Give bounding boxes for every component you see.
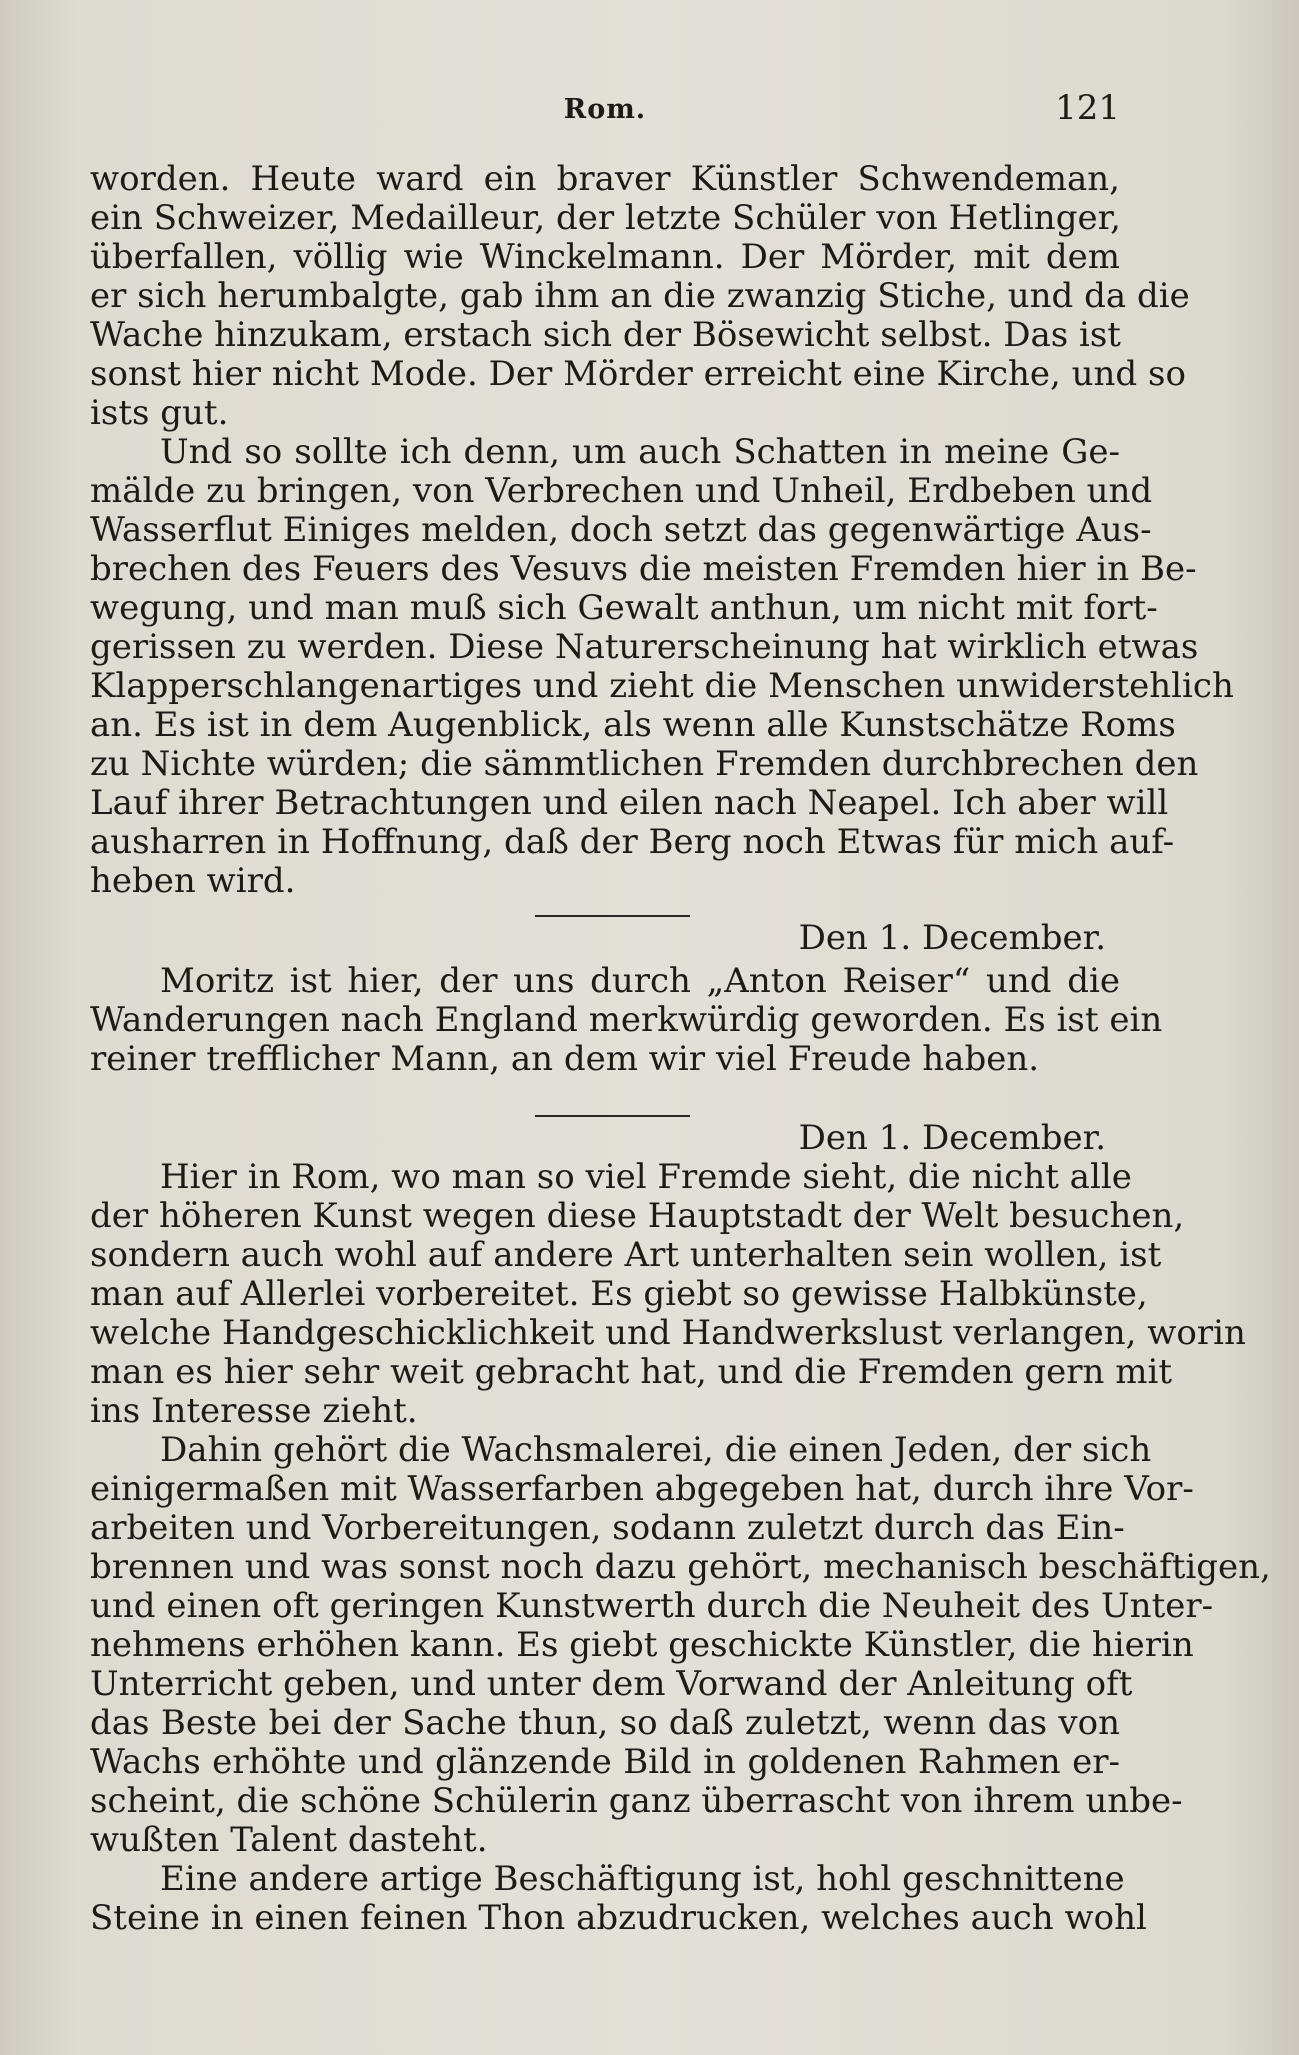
section-divider	[535, 915, 690, 917]
text-line: wegung, und man muß sich Gewalt anthun, um nicht mit fort-	[90, 588, 1158, 628]
text-line: nehmens erhöhen kann. Es giebt geschickte Künstler, die hierin	[90, 1625, 1194, 1665]
page-header	[90, 88, 1120, 138]
text-line: Dahin gehört die Wachsmalerei, die einen Jeden, der sich	[160, 1430, 1152, 1470]
page-number: 121	[1055, 88, 1120, 128]
text-line: das Beste bei der Sache thun, so daß zuletzt, wenn das von	[90, 1703, 1120, 1743]
text-line: man auf Allerlei vorbereitet. Es giebt so gewisse Halbkünste,	[90, 1274, 1148, 1314]
text-line: brennen und was sonst noch dazu gehört, mechanisch beschäftigen,	[90, 1547, 1271, 1587]
text-line: an. Es ist in dem Augenblick, als wenn alle Kunstschätze Roms	[90, 705, 1176, 745]
text-line: Wachs erhöhte und glänzende Bild in goldenen Rahmen er-	[90, 1742, 1120, 1782]
text-line: brechen des Feuers des Vesuvs die meisten Fremden hier in Be-	[90, 549, 1197, 589]
text-line: mälde zu bringen, von Verbrechen und Unheil, Erdbeben und	[90, 471, 1153, 511]
text-line: Eine andere artige Beschäftigung ist, hohl geschnittene	[160, 1859, 1125, 1899]
text-line: arbeiten und Vorbereitungen, sodann zuletzt durch das Ein-	[90, 1508, 1125, 1548]
text-line: einigermaßen mit Wasserfarben abgegeben hat, durch ihre Vor-	[90, 1469, 1194, 1509]
text-line: Lauf ihrer Betrachtungen und eilen nach Neapel. Ich aber will	[90, 783, 1169, 823]
section-divider	[535, 1115, 690, 1117]
text-line: ausharren in Hoffnung, daß der Berg noch Etwas für mich auf-	[90, 822, 1175, 862]
text-line: ins Interesse zieht.	[90, 1391, 418, 1431]
text-line: Moritz ist hier, der uns durch „Anton Reiser“ und die	[160, 961, 1120, 1001]
text-line: zu Nichte würden; die sämmtlichen Fremden durchbrechen den	[90, 744, 1199, 784]
text-line: Wasserflut Einiges melden, doch setzt das gegenwärtige Aus-	[90, 510, 1152, 550]
text-line: ists gut.	[90, 393, 229, 433]
running-title: Rom.	[563, 94, 647, 125]
text-line: gerissen zu werden. Diese Naturerscheinung hat wirklich etwas	[90, 627, 1199, 667]
text-line: Wache hinzukam, erstach sich der Bösewicht selbst. Das ist	[90, 315, 1121, 355]
text-line: man es hier sehr weit gebracht hat, und die Fremden gern mit	[90, 1352, 1173, 1392]
text-line: sondern auch wohl auf andere Art unterhalten sein wollen, ist	[90, 1235, 1162, 1275]
text-line: worden. Heute ward ein braver Künstler Schwendeman,	[90, 159, 1120, 199]
text-line: überfallen, völlig wie Winckelmann. Der Mörder, mit dem	[90, 237, 1120, 277]
text-line: sonst hier nicht Mode. Der Mörder erreicht eine Kirche, und so	[90, 354, 1186, 394]
text-line: Unterricht geben, und unter dem Vorwand der Anleitung oft	[90, 1664, 1133, 1704]
text-line: Steine in einen feinen Thon abzudrucken, welches auch wohl	[90, 1898, 1147, 1938]
text-line: und einen oft geringen Kunstwerth durch die Neuheit des Unter-	[90, 1586, 1214, 1626]
dateline: Den 1. December.	[798, 1118, 1106, 1158]
text-line: der höheren Kunst wegen diese Hauptstadt der Welt besuchen,	[90, 1196, 1185, 1236]
text-line: Hier in Rom, wo man so viel Fremde sieht, die nicht alle	[160, 1157, 1132, 1197]
text-line: welche Handgeschicklichkeit und Handwerkslust verlangen, worin	[90, 1313, 1246, 1353]
text-line: Wanderungen nach England merkwürdig geworden. Es ist ein	[90, 1000, 1163, 1040]
text-line: ein Schweizer, Medailleur, der letzte Schüler von Hetlinger,	[90, 198, 1121, 238]
text-line: reiner trefflicher Mann, an dem wir viel Freude haben.	[90, 1039, 1040, 1079]
text-line: Klapperschlangenartiges und zieht die Menschen unwiderstehlich	[90, 666, 1234, 706]
text-line: wußten Talent dasteht.	[90, 1820, 488, 1860]
text-line: Und so sollte ich denn, um auch Schatten in meine Ge-	[160, 432, 1120, 472]
text-line: er sich herumbalgte, gab ihm an die zwanzig Stiche, und da die	[90, 276, 1190, 316]
text-line: heben wird.	[90, 861, 296, 901]
dateline: Den 1. December.	[798, 918, 1106, 958]
body-text	[90, 159, 1271, 1938]
text-line: scheint, die schöne Schülerin ganz überrascht von ihrem unbe-	[90, 1781, 1183, 1821]
